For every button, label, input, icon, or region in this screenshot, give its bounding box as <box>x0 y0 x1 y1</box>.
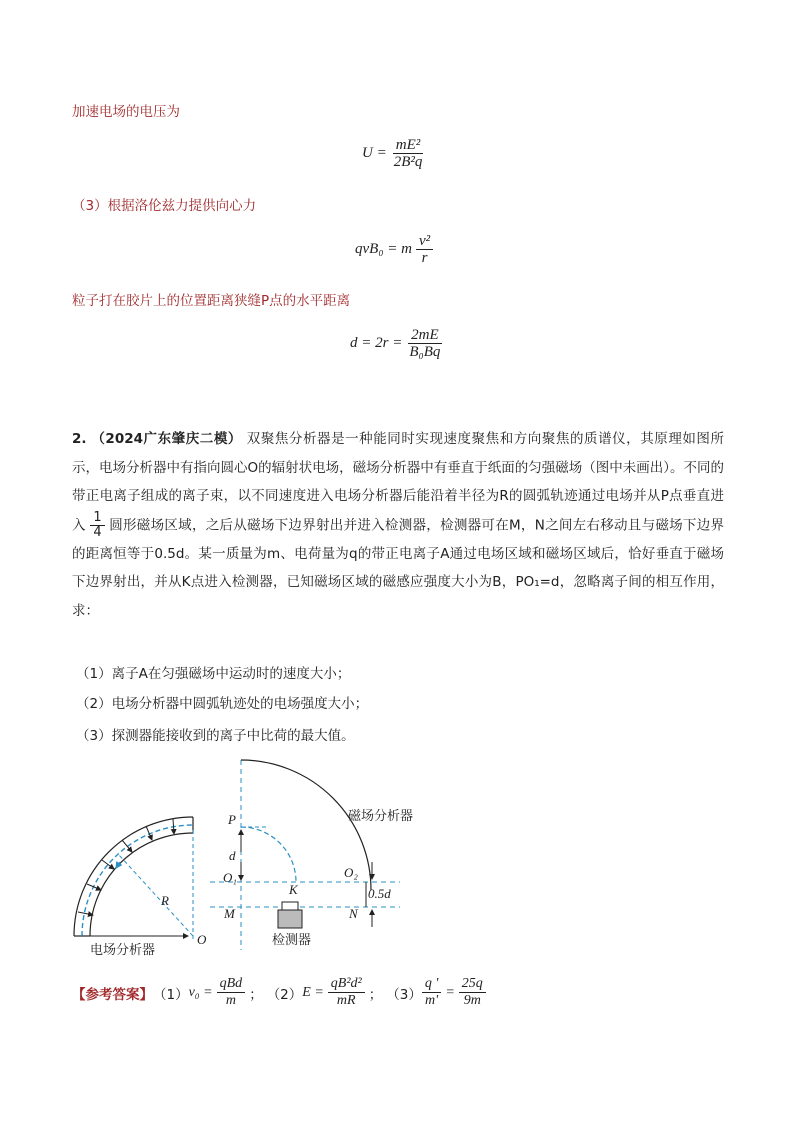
answer-2 <box>302 976 364 1009</box>
quarter-denominator: 4 <box>93 524 102 540</box>
label-O2: O₂ <box>344 865 358 880</box>
label-K: K <box>289 882 298 897</box>
label-O: O <box>197 932 207 947</box>
question-number: 2. <box>72 431 87 447</box>
question-text-a: 双聚焦分析器是一种能同时实现速度聚焦和方向聚焦的质谱仪，其原理如图所示，电场分析器中有指向圆心O的辐射状电场，磁场分析器中有垂直于纸面的匀强磁场（图中未画出）。不同的带正电离子组成的离子束，以不同速度进入电场分析器后能沿着半径为R的圆弧轨迹通过电场并从P点垂直进入 <box>72 431 724 533</box>
label-d: d <box>229 848 236 863</box>
eq2-lhs: qvB₀ = m <box>355 241 412 257</box>
eq3-fraction <box>406 327 443 360</box>
a1-lhs: v₀ = <box>188 984 213 1000</box>
a3-lhs-fraction <box>422 976 442 1009</box>
answer-tag: 【参考答案】 <box>72 986 153 1003</box>
a1-denominator: m <box>225 993 236 1008</box>
a2-fraction <box>328 976 365 1009</box>
sub-question-1: （1）离子A在匀强磁场中运动时的速度大小； <box>76 666 351 682</box>
eq1-lhs: U = <box>362 145 387 161</box>
answer-part-3: （3） <box>386 986 422 1003</box>
answer-part-2: （2） <box>266 986 303 1003</box>
eq1-denominator: 2B²q <box>393 154 423 170</box>
a3-equals: = <box>445 984 455 1000</box>
eq2-denominator: r <box>421 250 428 266</box>
solution-line-2: （3）根据洛伦兹力提供向心力 <box>72 198 257 214</box>
eq1-fraction <box>391 137 426 170</box>
detector-icon <box>278 902 302 928</box>
answer-part-1: （1） <box>153 986 189 1003</box>
a3-numerator: 25q <box>459 976 486 993</box>
eq1-numerator: mE² <box>393 137 424 154</box>
quarter-numerator: 1 <box>90 511 104 526</box>
magnetic-field-analyzer <box>210 760 400 950</box>
label-O1: O₁ <box>223 870 237 885</box>
sub-question-3: （3）探测器能接收到的离子中比荷的最大值。 <box>76 728 355 744</box>
reference-answer <box>72 976 486 1009</box>
a3-lhs-numerator: q ' <box>422 976 442 993</box>
equation-voltage <box>362 137 425 170</box>
eq3-numerator: 2mE <box>408 327 442 344</box>
a3-lhs-denominator: m' <box>425 993 439 1008</box>
eq2-numerator: v² <box>416 233 433 250</box>
a2-numerator: qB²d² <box>328 976 365 993</box>
electric-field-analyzer <box>74 817 193 940</box>
label-N: N <box>349 906 358 921</box>
answer-sep-1: ； <box>249 986 263 1003</box>
solution-line-1: 加速电场的电压为 <box>72 104 180 120</box>
a3-fraction <box>459 976 486 1009</box>
eq3-denominator: B₀Bq <box>409 344 441 360</box>
label-P: P <box>228 812 236 827</box>
answer-3 <box>422 976 486 1009</box>
quarter-fraction <box>90 511 104 540</box>
question-source: （2024广东肇庆二模） <box>91 431 242 447</box>
a2-lhs: E = <box>302 984 324 1000</box>
eq3-lhs: d = 2r = <box>350 335 403 351</box>
label-magnetic-analyzer: 磁场分析器 <box>348 808 414 823</box>
a2-denominator: mR <box>336 993 356 1008</box>
eq2-fraction <box>416 233 433 266</box>
a3-denominator: 9m <box>463 993 481 1008</box>
sub-question-2: （2）电场分析器中圆弧轨迹处的电场强度大小； <box>76 696 369 712</box>
label-half-d: 0.5d <box>368 886 391 901</box>
question-text-b: 圆形磁场区域，之后从磁场下边界射出并进入检测器，检测器可在M，N之间左右移动且与磁场下边界的距离恒等于0.5d。某一质量为m、电荷量为q的带正电离子A通过电场区域和磁场区域后，恰好垂直于磁场下边界射出，并从K点进入检测器，已知磁场区域的磁感应强度大小为B，PO₁=d，忽略离子间的相互作用，求： <box>72 517 725 619</box>
label-electric-analyzer: 电场分析器 <box>90 942 156 957</box>
a1-fraction <box>217 976 246 1009</box>
answer-sep-2: ； <box>368 986 383 1003</box>
equation-distance <box>350 327 443 360</box>
label-M: M <box>224 906 235 921</box>
equation-lorentz <box>355 233 433 266</box>
question-body <box>72 425 724 625</box>
a1-numerator: qBd <box>217 976 246 993</box>
label-detector: 检测器 <box>272 932 312 947</box>
answer-1 <box>189 976 246 1009</box>
label-R: R <box>161 893 169 908</box>
solution-line-3: 粒子打在胶片上的位置距离狭缝P点的水平距离 <box>72 293 351 309</box>
double-focus-analyzer-diagram <box>60 752 440 962</box>
